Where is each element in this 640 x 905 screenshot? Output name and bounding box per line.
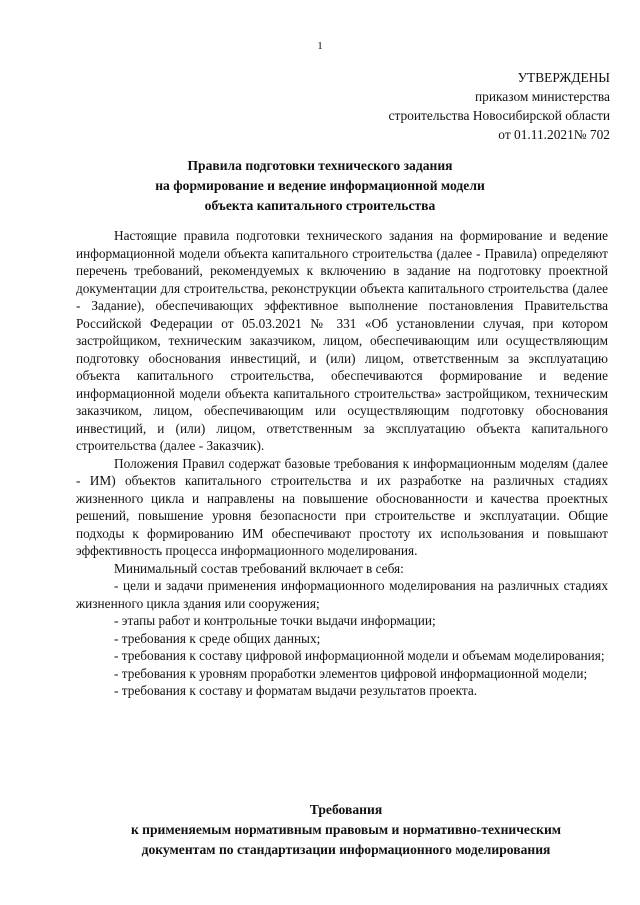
approval-block [389, 68, 610, 144]
title-line-1: Правила подготовки технического задания [187, 158, 453, 173]
paragraph-intro: Настоящие правила подготовки технического задания на формирование и ведение информационной модели объекта капитального строительства (далее - Правила) определяют перечень требований, рекомендуемых к включению в задание на подготовку проектной документации для строительства, реконструкции объекта капитального строительства (далее - Задание), обеспечивающих эффективное выполнение постановления Правительства Российской Федерации от 05.03.2021 № 331 «Об установлении случая, при котором застройщиком, техническим заказчиком, лицом, обеспечивающим или осуществляющим подготовку обоснования инвестиций, и (или) лицом, ответственным за эксплуатацию объекта капитального строительства, обеспечиваются формирование и ведение информационной модели объекта капитального строительства» застройщиком, техническим заказчиком, лицом, обеспечивающим или осуществляющим подготовку обоснования инвестиций, и (или) лицом, ответственным за эксплуатацию объекта капитального строительства (далее - Заказчик). [76, 228, 608, 453]
page-number: 1 [317, 40, 323, 52]
section-title [60, 800, 632, 860]
approval-heading: УТВЕРЖДЕНЫ [517, 70, 610, 85]
paragraph-provisions: Положения Правил содержат базовые требования к информационным моделям (далее - ИМ) объектов капитального строительства и их разработке на различных стадиях жизненного цикла и направлены на повышение обоснованности и качества проектных решений, повышение уровня безопасности при строительстве и эксплуатации. Общие подходы к формированию ИМ обеспечивают простоту их использования и повышают эффективность процесса информационного моделирования. [76, 455, 608, 558]
paragraph-min-requirements: Минимальный состав требований включает в себя: [114, 560, 404, 576]
approval-ministry: строительства Новосибирской области [388, 108, 610, 123]
title-line-2: на формирование и ведение информационной модели [155, 178, 485, 193]
list-item: - требования к составу цифровой информационной модели и объемам моделирования; [114, 648, 605, 663]
section-title-line-1: Требования [309, 802, 383, 817]
list-item: - требования к составу и форматам выдачи результатов проекта. [114, 683, 478, 698]
section-title-line-2: к применяемым нормативным правовым и нормативно-техническим [130, 822, 562, 837]
list-item: - требования к уровням проработки элементов цифровой информационной модели; [114, 665, 588, 681]
list-item: - этапы работ и контрольные точки выдачи информации; [114, 613, 436, 628]
document-body [76, 227, 608, 700]
list-item: - цели и задачи применения информационного моделирования на различных стадиях жизненного цикла здания или сооружения; [76, 578, 608, 611]
section-title-line-3: документам по стандартизации информационного моделирования [141, 842, 551, 857]
approval-date-number: от 01.11.2021№ 702 [498, 127, 610, 142]
approval-order: приказом министерства [474, 89, 610, 104]
title-line-3: объекта капитального строительства [204, 198, 436, 213]
list-item: - требования к среде общих данных; [114, 630, 321, 646]
document-title [60, 156, 580, 216]
